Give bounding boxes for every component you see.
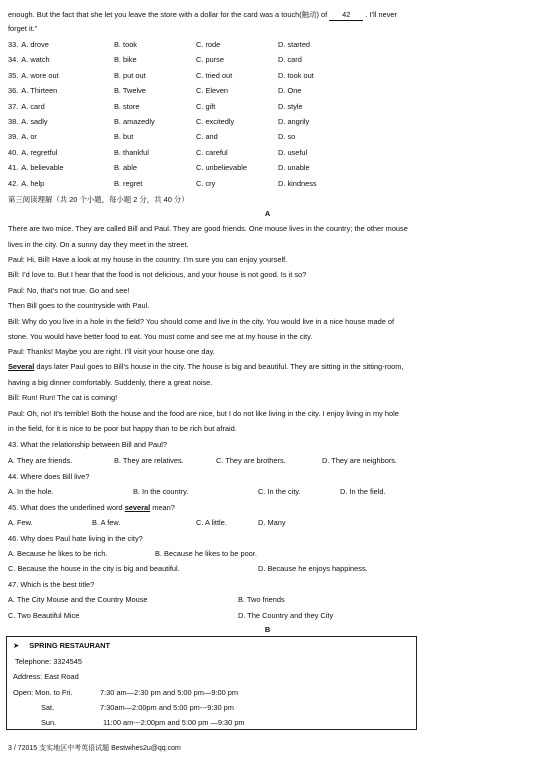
- q46-option-c: C. Because the house in the city is big and beautiful.: [8, 564, 180, 573]
- cloze-option-a-text: A. or: [21, 132, 37, 142]
- cloze-option-a: [8, 40, 49, 50]
- passage-text: days later Paul goes to Bill’s house in the city. The house is big and beautiful. They are sitting in the sitting-room,: [34, 362, 404, 371]
- cloze-option-a-text: A. wore out: [21, 70, 59, 80]
- passage-line: having a big dinner comfortably. Suddenly, there a great noise.: [8, 378, 213, 387]
- cloze-option-c: C. and: [196, 132, 218, 142]
- open-saturday-label: Sat.: [41, 703, 55, 712]
- q45-option-b: B. A few.: [92, 518, 121, 527]
- q46-option-d: D. Because he enjoys happiness.: [258, 564, 368, 573]
- cloze-option-c: C. Eleven: [196, 86, 229, 96]
- cloze-option-a: [8, 102, 45, 112]
- cloze-option-d: D. angrily: [278, 117, 310, 126]
- cloze-option-a: [8, 55, 50, 65]
- restaurant-info-box: [6, 636, 417, 730]
- open-weekdays-hours: 7:30 am—2:30 pm and 5:00 pm—9:00 pm: [100, 688, 239, 697]
- passage-line: Paul: Oh, no! It’s terrible! Both the house and the food are nice, but I do not like living in the city. I enjoy living in my hole: [8, 409, 399, 418]
- q47-option-c: C. Two Beautiful Mice: [8, 611, 80, 620]
- cloze-option-b: B. bike: [114, 55, 137, 65]
- cloze-number: 42.: [8, 178, 19, 188]
- passage-a-label: A: [264, 209, 271, 218]
- question-47: 47. Which is the best title?: [8, 580, 95, 589]
- cloze-option-c: C. rode: [196, 40, 221, 49]
- passage-line: lives in the city. On a sunny day they meet in the street.: [8, 240, 189, 249]
- cloze-number: 36.: [8, 86, 19, 96]
- passage-line: stone. You would have better food to eat. You must come and see me at my house in the city.: [8, 332, 313, 341]
- cloze-option-b: B. put out: [114, 70, 146, 80]
- open-weekdays-label: Open: Mon. to Fri.: [13, 688, 73, 697]
- q47-option-d: D. The Country and they City: [238, 611, 334, 620]
- question-43: 43. What the relationship between Bill and Paul?: [8, 440, 167, 449]
- passage-line: Then Bill goes to the countryside with Paul.: [8, 301, 150, 310]
- cloze-option-a: [8, 148, 57, 158]
- intro-text: enough. But the fact that she let you leave the store with a dollar for the card was a touch(触动) of: [8, 10, 328, 19]
- cloze-option-c: C. tried out: [196, 70, 233, 80]
- q45-underlined-word: several: [124, 503, 151, 512]
- cloze-option-d: D. useful: [278, 147, 308, 157]
- intro-text-end: . I’ll never: [365, 10, 397, 19]
- cloze-option-b: B. Twelve: [114, 86, 146, 96]
- q44-option-c: C. In the city.: [258, 487, 301, 496]
- cloze-option-d: D. took out: [278, 70, 314, 80]
- cloze-option-b: B. but: [114, 132, 134, 142]
- cloze-option-a-text: A. watch: [21, 55, 50, 65]
- page-footer: 3 / 72015 支实地区中考英语试题 Bestwihes2u@qq.com: [8, 745, 181, 752]
- cloze-option-a: [8, 71, 59, 81]
- cloze-option-c: C. careful: [196, 147, 228, 157]
- cloze-number: 35.: [8, 70, 19, 80]
- passage-line: Paul: Hi, Bill! Have a look at my house in the country. I’m sure you can enjoy yourself.: [8, 255, 288, 264]
- arrow-bullet-icon: ➤: [13, 641, 20, 650]
- open-sunday-label: Sun.: [41, 718, 57, 727]
- q45-text-end: mean?: [150, 503, 175, 512]
- cloze-option-d: D. style: [278, 101, 303, 111]
- cloze-option-b: B. able: [114, 163, 138, 173]
- question-46: 46. Why does Paul hate living in the city?: [8, 534, 143, 543]
- cloze-option-c: C. unbelievable: [196, 163, 247, 173]
- cloze-option-c: C. cry: [196, 178, 216, 188]
- cloze-option-d: D. One: [278, 86, 302, 96]
- cloze-option-a-text: A. Thirteen: [21, 86, 58, 96]
- section-heading: 第三阅读理解（共 20 个小题，每小题 2 分，共 40 分）: [8, 195, 189, 204]
- q43-option-b: B. They are relatives.: [114, 456, 184, 465]
- q43-option-d: D. They are neighbors.: [322, 456, 398, 465]
- open-saturday-hours: 7:30am—2:00pm and 5:00 pm---9:30 pm: [100, 703, 234, 712]
- passage-b-label: B: [264, 625, 271, 634]
- cloze-option-d: D. card: [278, 55, 302, 65]
- cloze-number: 37.: [8, 101, 19, 111]
- cloze-option-d: D. so: [278, 132, 296, 142]
- cloze-option-c: C. excitedly: [196, 117, 235, 126]
- q45-option-d: D. Many: [258, 518, 286, 527]
- cloze-number: 41.: [8, 163, 19, 173]
- open-sunday-hours: 11:00 am---2:00pm and 5:00 pm —9:30 pm: [103, 718, 245, 727]
- cloze-option-a-text: A. help: [21, 178, 45, 188]
- answer-blank: 42: [329, 10, 363, 21]
- q44-option-a: A. In the hole.: [8, 487, 54, 496]
- question-45: [8, 503, 175, 513]
- passage-line: Bill: I’d love to. But I hear that the food is not delicious, and your house is not good. Is it so?: [8, 270, 307, 279]
- cloze-option-d: D. started: [278, 40, 311, 49]
- q47-option-b: B. Two friends: [238, 595, 285, 604]
- restaurant-title-row: [13, 641, 110, 651]
- cloze-option-b: B. store: [114, 101, 140, 111]
- cloze-number: 34.: [8, 55, 19, 65]
- intro-line-2: forget it.”: [8, 24, 38, 33]
- restaurant-address: Address: East Road: [13, 672, 79, 681]
- q43-option-c: C. They are brothers.: [216, 456, 286, 465]
- passage-line: Bill: Run! Run! The cat is coming!: [8, 393, 118, 402]
- intro-line-1: [8, 10, 397, 21]
- q44-option-b: B. In the country.: [133, 487, 189, 496]
- restaurant-telephone: Telephone: 3324545: [15, 657, 82, 666]
- q44-option-d: D. In the field.: [340, 487, 386, 496]
- q45-option-a: A. Few.: [8, 518, 33, 527]
- passage-line: in the field, for it is nice to be poor but happy than to be rich but afraid.: [8, 424, 237, 433]
- q45-text: 45. What does the underlined word: [8, 503, 125, 512]
- passage-line: Paul: Thanks! Maybe you are right. I’ll visit your house one day.: [8, 347, 215, 356]
- q46-option-b: B. Because he likes to be poor.: [155, 549, 257, 558]
- cloze-option-b: B. regret: [114, 178, 143, 188]
- cloze-option-a: [8, 163, 64, 173]
- question-44: 44. Where does Bill live?: [8, 472, 90, 481]
- cloze-number: 39.: [8, 132, 19, 142]
- q43-option-a: A. They are friends.: [8, 456, 73, 465]
- cloze-option-a-text: A. sadly: [21, 117, 48, 126]
- passage-line: Bill: Why do you live in a hole in the field? You should come and live in the city. You would live in a nice house made of: [8, 317, 395, 326]
- cloze-option-a-text: A. card: [21, 101, 45, 111]
- cloze-option-a: [8, 132, 37, 142]
- passage-line: There are two mice. They are called Bill and Paul. They are good friends. One mouse lives in the country; the other mouse: [8, 224, 408, 233]
- cloze-option-b: B. took: [114, 40, 138, 49]
- cloze-option-a: [8, 179, 44, 189]
- q46-option-a: A. Because he likes to be rich.: [8, 549, 108, 558]
- cloze-option-a: [8, 117, 48, 127]
- cloze-number: 33.: [8, 40, 19, 49]
- cloze-option-d: D. unable: [278, 163, 310, 173]
- q45-option-c: C. A little.: [196, 518, 227, 527]
- cloze-option-b: B. thankful: [114, 147, 149, 157]
- q47-option-a: A. The City Mouse and the Country Mouse: [8, 595, 148, 604]
- cloze-option-c: C. purse: [196, 55, 224, 65]
- cloze-option-a-text: A. believable: [21, 163, 64, 173]
- cloze-option-c: C. gift: [196, 101, 216, 111]
- passage-line-several: [8, 362, 404, 372]
- passage-line: Paul: No, that’s not true. Go and see!: [8, 286, 130, 295]
- cloze-option-b: B. amazedly: [114, 117, 155, 126]
- cloze-number: 38.: [8, 117, 19, 126]
- restaurant-title: SPRING RESTAURANT: [29, 641, 111, 650]
- cloze-option-a: [8, 86, 57, 96]
- cloze-option-d: D. kindness: [278, 178, 317, 188]
- cloze-option-a-text: A. regretful: [21, 147, 58, 157]
- cloze-option-a-text: A. drove: [21, 40, 49, 49]
- cloze-number: 40.: [8, 147, 19, 157]
- underlined-word: Several: [8, 362, 35, 371]
